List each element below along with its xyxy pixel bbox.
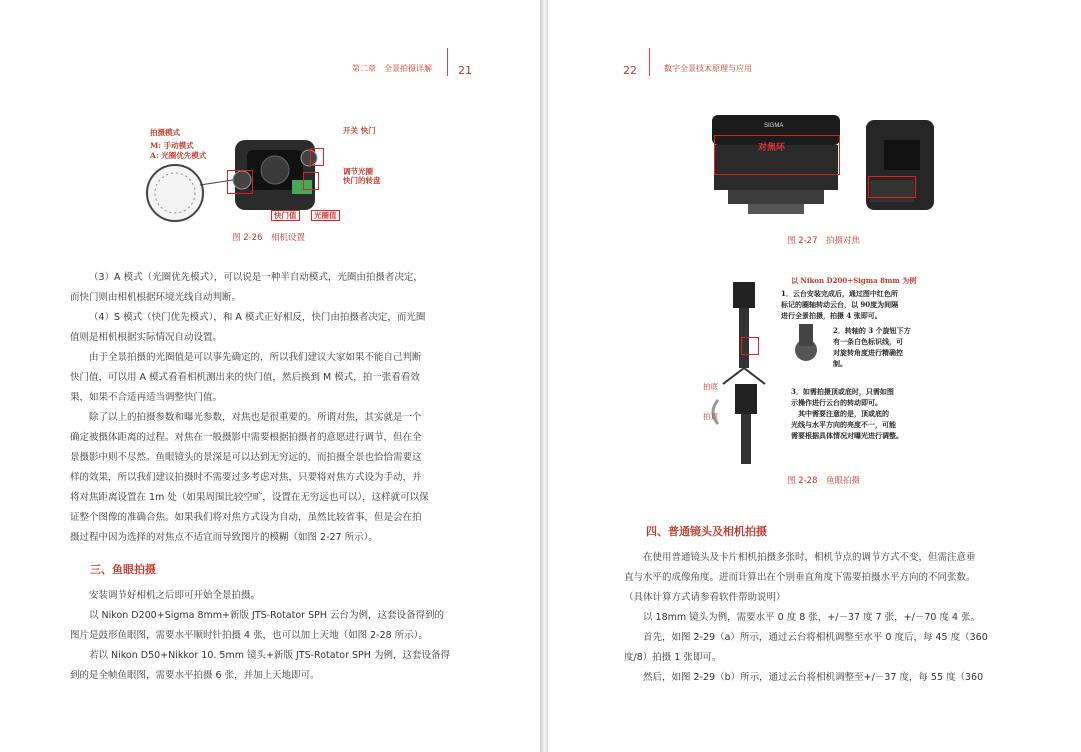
paragraph-line: 直与水平的成像角度。进而计算出在个别垂直角度下需要拍摄水平方向的不同张数。	[624, 572, 976, 583]
paragraph-line: 果，如果不合适再适当调整快门值。	[70, 392, 223, 403]
paragraph-line: 证整个图像的准确合焦。如果我们将对焦方式设为自动，虽然比较省事，但是会在拍	[70, 512, 422, 523]
paragraph-line: 安装调节好相机之后即可开始全景拍摄。	[89, 590, 261, 601]
step-line: 示操作进行云台的转动即可。	[791, 398, 882, 407]
step-line: 其中需要注意的是，顶或底的	[791, 409, 889, 418]
paragraph-line: 度/8）拍摄 1 张即可。	[624, 652, 722, 663]
paragraph-line: 除了以上的拍摄参数和曝光参数，对焦也是很重要的。所谓对焦，其实就是一个	[89, 412, 422, 423]
body-text	[70, 586, 450, 686]
paragraph-line: 到的是全帧鱼眼图，需要水平拍摄 6 张，并加上天地即可。	[70, 670, 320, 681]
annotation-mode: 拍摄模式	[150, 128, 180, 137]
page-number: 21	[458, 64, 472, 77]
step-line: 制。	[833, 359, 847, 368]
step-line: 3．如需拍摄顶或底时，只需如图	[791, 387, 894, 396]
step-line: 光线与水平方向的亮度不一，可能	[791, 420, 896, 429]
paragraph-line: 样的效果，所以我们建议拍摄时不需要过多考虑对焦，只要将对焦方式设为手动，并	[70, 472, 422, 483]
paragraph-line: 确定被摄体距离的过程。对焦在一般摄影中需要根据拍摄者的意愿进行调节，但在全	[70, 432, 422, 443]
paragraph-line: 首先，如图 2-29（a）所示，通过云台将相机调整至水平 0 度后，每 45 度（360	[643, 632, 988, 643]
step-1	[781, 288, 898, 321]
figure-focus	[708, 110, 948, 225]
annotation-focus-ring: 对焦环	[758, 143, 786, 153]
book-gutter	[540, 0, 548, 752]
paragraph-line: 快门值，可以用 A 模式看看相机测出来的快门值，然后换到 M 模式，拍一张看看效	[70, 372, 420, 383]
label-bottom: 拍底	[703, 382, 718, 391]
paragraph-line: 值则是相机根据实际情况自动设置。	[70, 332, 223, 343]
annotation-switch: 开关 快门	[343, 126, 376, 135]
paragraph-line: 在使用普通镜头及卡片相机拍摄多张时，相机节点的调节方式不变，但需注意垂	[643, 552, 976, 563]
paragraph-line: （3）A 模式（光圈优先模式），可以说是一种半自动模式，光圈由拍摄者决定，	[89, 272, 423, 283]
paragraph-line: 以 18mm 镜头为例，需要水平 0 度 8 张，+/－37 度 7 张，+/－70 度 4 张。	[643, 612, 981, 623]
mode-dial-highlight	[227, 170, 253, 194]
paragraph-line: （4）S 模式（快门优先模式），和 A 模式正好相反，快门由拍摄者决定，而光圈	[89, 312, 426, 323]
annotation-wheel: 调节光圈 快门的转盘	[343, 167, 381, 185]
fig-title: 以 Nikon D200+Sigma 8mm 为例	[791, 276, 917, 285]
chapter-header: 第二章 全景拍摄详解	[352, 64, 432, 73]
step-line: 对旋转角度进行精确控	[833, 348, 903, 357]
body-text	[624, 548, 988, 688]
step-2	[833, 325, 911, 369]
step-line: 有一条白色标识线，可	[833, 337, 903, 346]
annotation-m: M: 手动模式	[150, 141, 194, 150]
step-3	[791, 386, 903, 441]
step-line: 1．云台安装完成后，通过图中红色所	[781, 289, 898, 298]
figure-camera-settings	[145, 120, 381, 225]
figure-caption: 图 2-27 拍摄对焦	[787, 236, 860, 246]
paragraph-line: 而快门则由相机根据环境光线自动判断。	[70, 292, 242, 303]
paragraph-line: 摄过程中因为选择的对焦点不适宜而导致图片的模糊（如图 2-27 所示）。	[70, 532, 378, 543]
af-switch-highlight	[868, 176, 916, 198]
axis-highlight	[741, 337, 759, 355]
paragraph-line: 将对焦距离设置在 1m 处（如果周围比较空旷，设置在无穷远也可以），这样就可以保	[70, 492, 429, 503]
annotation-a: A: 光圈优先模式	[150, 151, 207, 160]
right-page	[548, 0, 1081, 752]
paragraph-line: 由于全景拍摄的光圈值是可以事先确定的，所以我们建议大家如果不能自己判断	[89, 352, 422, 363]
step-line: 需要根据具体情况对曝光进行调整。	[791, 431, 903, 440]
paragraph-line: （具体计算方式请参看软件帮助说明）	[624, 592, 786, 603]
step-line: 进行全景拍摄，拍摄 4 张即可。	[781, 311, 882, 320]
step-line: 标记的圈轴转动云台，以 90度为间隔	[781, 300, 899, 309]
label-top: 拍顶	[703, 412, 718, 421]
paragraph-line: 然后，如图 2-29（b）所示，通过云台将相机调整至+/－37 度，每 55 度（360	[643, 672, 984, 683]
lens-brand: SIGMA	[764, 123, 784, 129]
header-divider	[649, 48, 650, 76]
section-heading: 三、鱼眼拍摄	[90, 563, 156, 576]
section-heading: 四、普通镜头及相机拍摄	[646, 525, 767, 538]
annotation-shutter: 快门值	[271, 210, 300, 221]
figure-caption: 图 2-26 相机设置	[232, 233, 305, 243]
paragraph-line: 图片是鼓形鱼眼图，需要水平顺时针拍摄 4 张，也可以加上天地（如图 2-28 所示）。	[70, 630, 428, 641]
left-page	[0, 0, 540, 752]
shutter-button-highlight	[310, 148, 324, 166]
dial-highlight	[303, 172, 319, 190]
figure-fisheye-shooting	[703, 272, 978, 467]
page-number: 22	[623, 64, 637, 77]
paragraph-line: 景摄影中则不尽然。鱼眼镜头的景深是可以达到无穷远的，而拍摄全景也恰恰需要这	[70, 452, 422, 463]
body-text	[70, 268, 429, 548]
paragraph-line: 若以 Nikon D50+Nikkor 10. 5mm 镜头+新版 JTS-Rotator SPH 为例，这套设备得	[89, 650, 450, 661]
figure-caption: 图 2-28 鱼眼拍摄	[787, 476, 860, 486]
header-divider	[447, 48, 448, 76]
annotation-aperture: 光圈值	[311, 210, 340, 221]
step-line: 2．转轴的 3 个旋钮下方	[833, 326, 911, 335]
paragraph-line: 以 Nikon D200+Sigma 8mm+新版 JTS-Rotator SPH 云台为例，这套设备得到的	[89, 610, 444, 621]
book-title-header: 数字全景技术原理与应用	[664, 64, 752, 73]
